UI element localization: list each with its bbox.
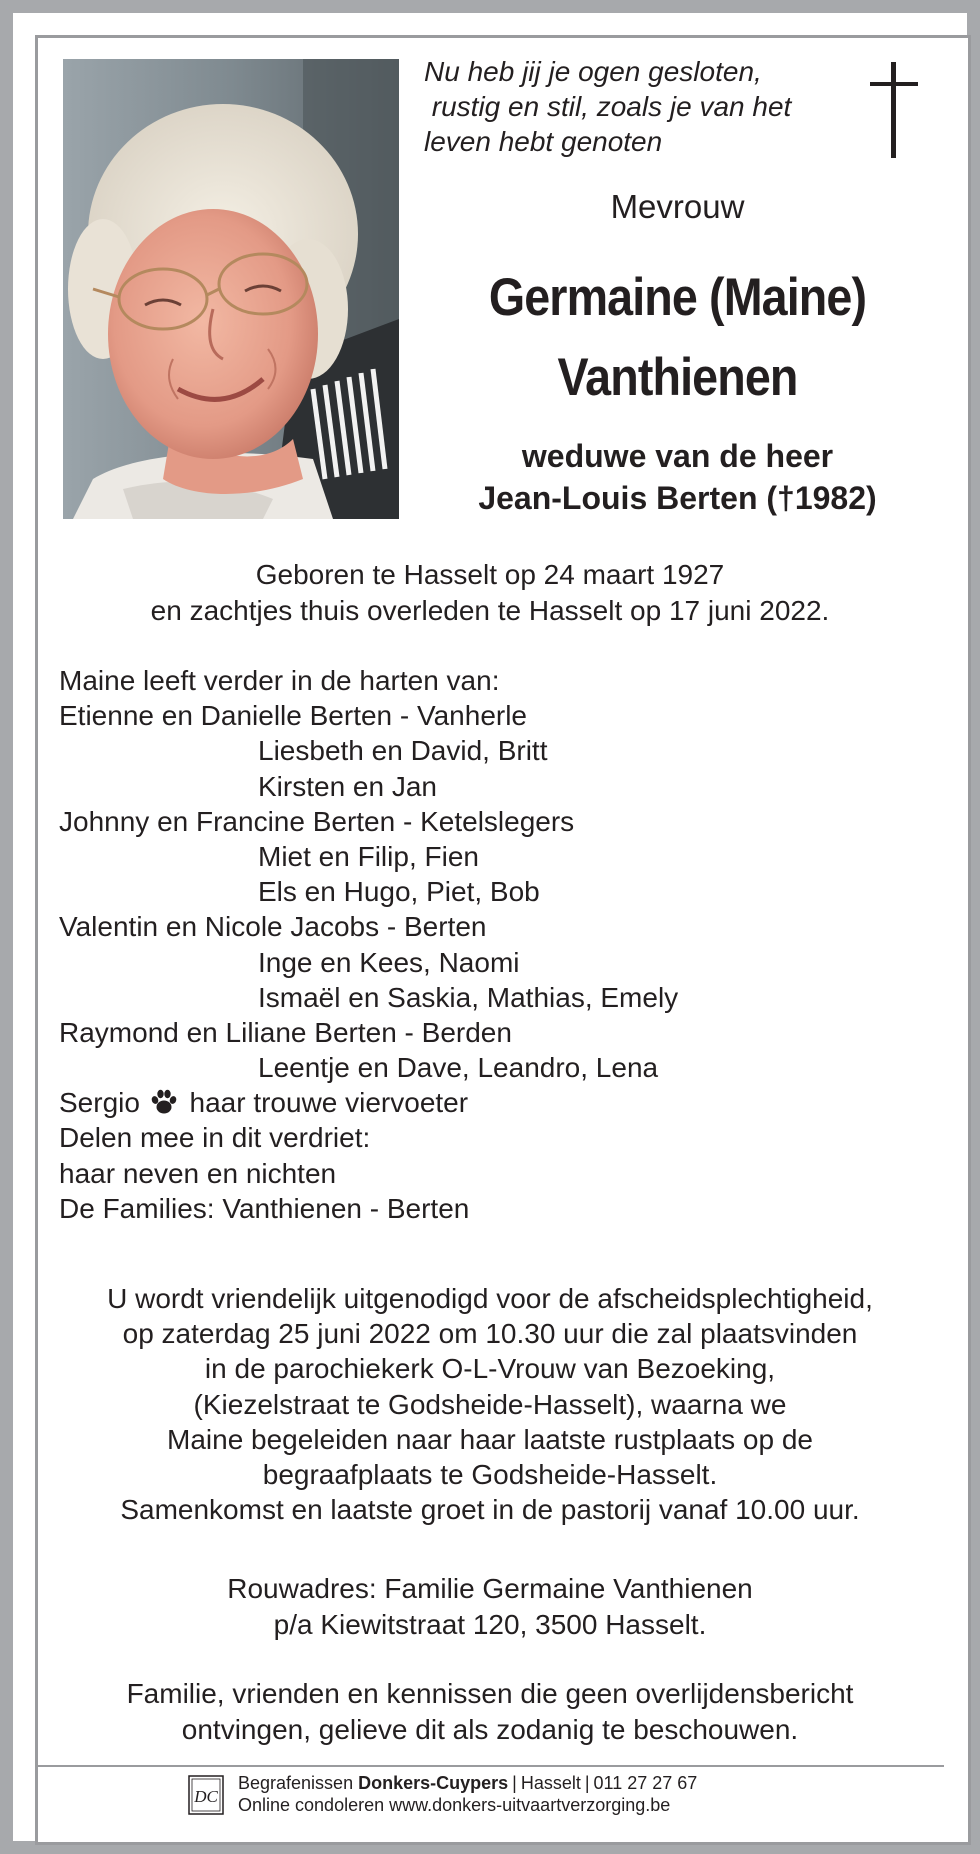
paw-icon (150, 1088, 178, 1123)
closing-line-2: ontvingen, gelieve dit als zodanig te beschouwen. (181, 1714, 799, 1745)
family-line: Leentje en Dave, Leandro, Lena (258, 1052, 659, 1084)
family-line: Raymond en Liliane Berten - Berden (59, 1016, 512, 1048)
ceremony-line: begraafplaats te Godsheide-Hasselt. (262, 1459, 718, 1491)
poem (424, 54, 844, 159)
family-line: Johnny en Francine Berten - Ketelslegers (59, 805, 575, 837)
ceremony-line: U wordt vriendelijk uitgenodigd voor de afscheidsplechtigheid, (107, 1283, 873, 1314)
footer-phone[interactable]: 011 27 27 67 (593, 1773, 698, 1793)
footer-separator: | (584, 1773, 590, 1793)
family-line: Ismaël en Saskia, Mathias, Emely (258, 981, 679, 1013)
family-list (59, 663, 678, 1226)
family-line: Liesbeth en David, Britt (258, 735, 548, 767)
poem-line: leven hebt genoten (424, 126, 663, 157)
birth-line: Geboren te Hasselt op 24 maart 1927 (255, 559, 725, 590)
pet-name: Sergio (59, 1087, 140, 1119)
family-line: Kirsten en Jan (258, 770, 437, 802)
family-line: Valentin en Nicole Jacobs - Berten (59, 911, 487, 943)
widow-of (420, 435, 935, 519)
footer-text (238, 1772, 697, 1816)
family-line: Els en Hugo, Piet, Bob (258, 876, 540, 908)
website-link[interactable]: www.donkers-uitvaartverzorging.be (389, 1795, 671, 1815)
poem-line: Nu heb jij je ogen gesloten, (424, 56, 762, 87)
ceremony-line: (Kiezelstraat te Godsheide-Hasselt), waarna we (193, 1388, 787, 1420)
family-line: Miet en Filip, Fien (258, 840, 479, 872)
condolence-label: Online condoleren (238, 1795, 385, 1815)
address-line-2: p/a Kiewitstraat 120, 3500 Hasselt. (273, 1609, 707, 1640)
footer-prefix: Begrafenissen (238, 1773, 354, 1793)
footer-city: Hasselt (520, 1773, 581, 1793)
footer-company: Donkers-Cuypers (358, 1773, 509, 1793)
footer-line-1 (238, 1772, 697, 1794)
name-line-2: Vanthienen (557, 348, 798, 407)
ceremony-line: in de parochiekerk O-L-Vrouw van Bezoeking, (204, 1353, 776, 1385)
death-line: en zachtjes thuis overleden te Hasselt op 17 juni 2022. (150, 595, 830, 626)
family-also-line: De Families: Vanthienen - Berten (59, 1192, 470, 1224)
cross-icon (864, 60, 924, 160)
ceremony-line: op zaterdag 25 juni 2022 om 10.30 uur die zal plaatsvinden (122, 1318, 858, 1350)
family-line: Inge en Kees, Naomi (258, 946, 520, 978)
closing-note (40, 1676, 940, 1748)
widow-line-2: Jean-Louis Berten (†1982) (478, 480, 877, 516)
deceased-name (451, 258, 904, 418)
footer-line-2 (238, 1794, 697, 1816)
family-intro: Maine leeft verder in de harten van: (59, 665, 500, 696)
salutation: Mevrouw (610, 188, 745, 225)
family-also-line: haar neven en nichten (59, 1157, 337, 1189)
widow-line-1: weduwe van de heer (521, 438, 834, 474)
address-line-1: Rouwadres: Familie Germaine Vanthienen (227, 1573, 753, 1604)
name-line-1: Germaine (Maine) (488, 268, 867, 327)
birth-death-dates (40, 557, 940, 629)
pet-line (59, 1085, 678, 1120)
ceremony-line: Samenkomst en laatste groet in de pastorij vanaf 10.00 uur. (120, 1494, 860, 1526)
footer-separator: | (512, 1773, 517, 1793)
footer (188, 1771, 888, 1821)
funeral-home-logo-icon (188, 1775, 224, 1815)
ceremony-line: Maine begeleiden naar haar laatste rustplaats op de (167, 1423, 813, 1455)
logo-letters: DC (194, 1787, 218, 1806)
pet-text: haar trouwe viervoeter (189, 1087, 469, 1119)
family-line: Etienne en Danielle Berten - Vanherle (59, 700, 528, 732)
footer-divider (36, 1765, 944, 1767)
poem-line: rustig en stil, zoals je van het (424, 91, 792, 122)
ceremony-invitation (40, 1281, 940, 1527)
family-also-line: Delen mee in dit verdriet: (59, 1122, 371, 1154)
closing-line-1: Familie, vrienden en kennissen die geen overlijdensbericht (126, 1678, 854, 1709)
portrait-photo (63, 59, 399, 519)
mourning-address (40, 1571, 940, 1643)
